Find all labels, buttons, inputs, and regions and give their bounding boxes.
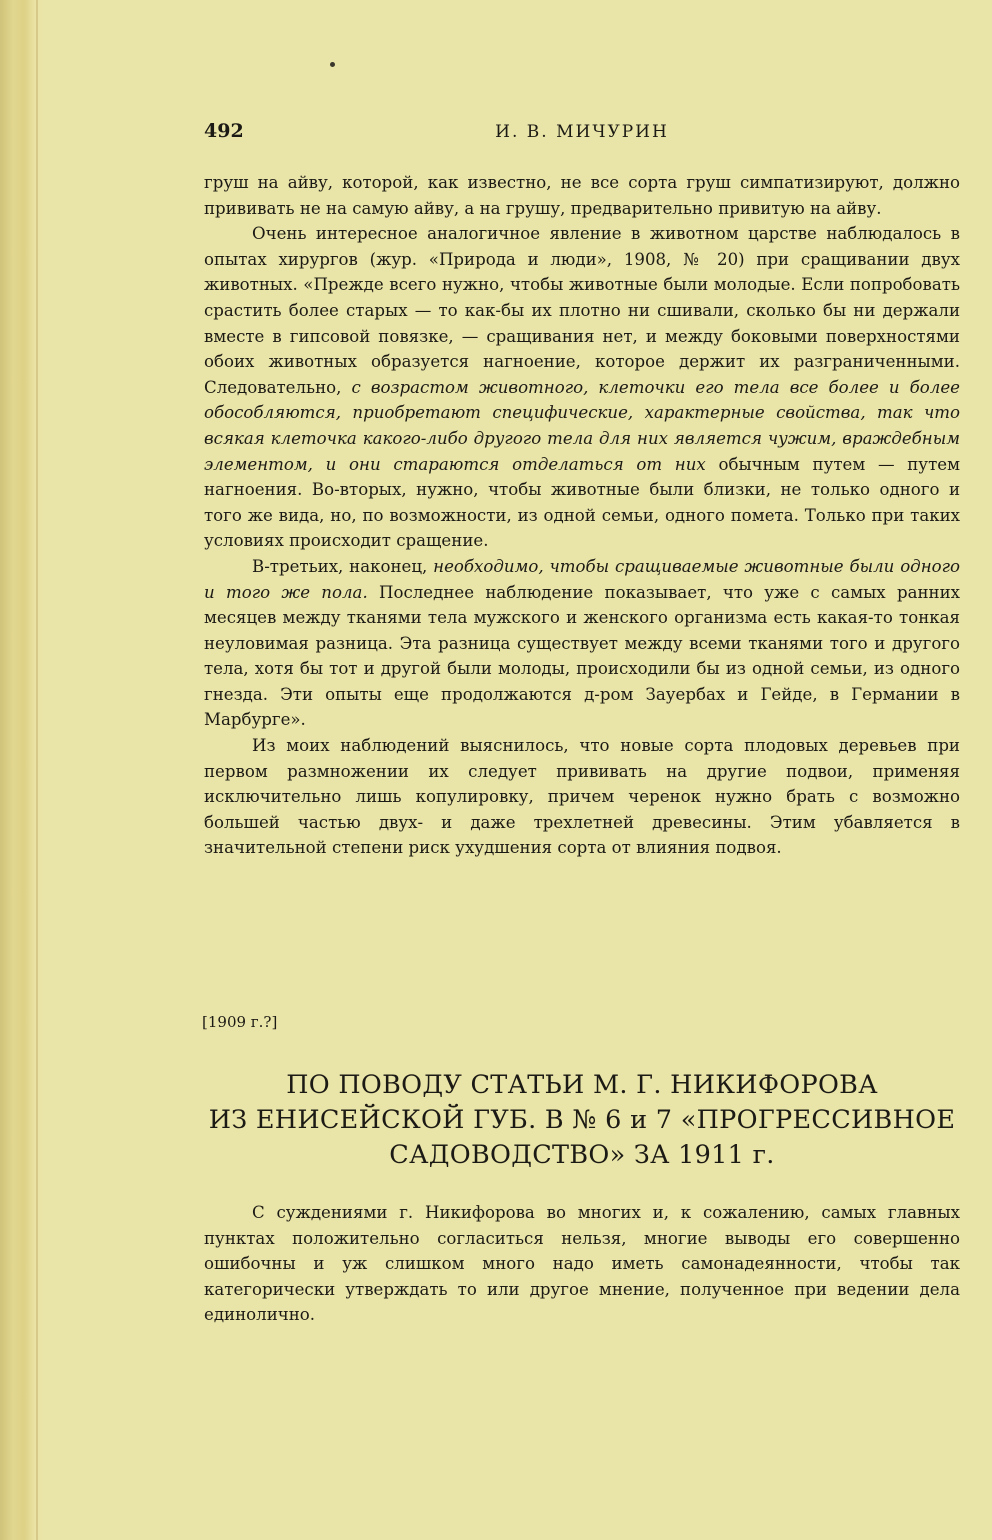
paragraph-text: Последнее наблюдение показывает, что уже с самых ранних месяцев между тканями тела мужского и женского организма есть какая-то тонкая неуловимая разница. Эта разница существует между всеми тканями того и другого тела, хотя бы тот и другой были молоды, происходили бы из одной семьи, из одного гнезда. Эти опыты еще продолжаются д-ром Зауербах и Гейде, в Германии в Марбурге». [204,582,960,730]
article-title-line: ИЗ ЕНИСЕЙСКОЙ ГУБ. В № 6 и 7 «ПРОГРЕССИВНОЕ [208,1105,956,1135]
body-text [204,170,960,861]
paragraph-text: Очень интересное аналогичное явление в животном царстве наблюдалось в опытах хирургов (жур. «Природа и люди», 1908, № 20) при сращивании двух животных. «Прежде всего нужно, чтобы животные были молодые. Если попробовать срастить более старых — то как-бы их плотно ни сшивали, сколько бы ни держали вместе в гипсовой повязке, — сращивания нет, и между боковыми поверхностями обоих животных образуется нагноение, которое держит их разграниченными. Следовательно, [204,224,960,397]
running-head: И. В. МИЧУРИН [495,122,669,142]
article-title-line: САДОВОДСТВО» ЗА 1911 г. [389,1140,775,1170]
page-number: 492 [204,120,244,142]
paragraph-text: В-третьих, наконец, [252,556,434,576]
paragraph-third-condition [204,554,960,733]
page-header [204,120,960,150]
article-title-line: ПО ПОВОДУ СТАТЬИ М. Г. НИКИФОРОВА [286,1070,878,1100]
date-note: [1909 г.?] [202,1013,278,1031]
article-paragraph: С суждениями г. Никифорова во многих и, к сожалению, самых главных пунктах положительно согласиться нельзя, многие выводы его совершенно ошибочны и уж слишком много надо иметь самонадеянности, чтобы так категорически утверждать то или другое мнение, полученное при ведении дела единолично. [204,1203,960,1325]
emphasized-text: необходимо, чтобы сращиваемые животные были одного и того же пола. [204,556,960,602]
article-title [204,1068,960,1173]
paragraph-text: обычным путем — путем нагноения. Во-вторых, нужно, чтобы животные были близки, не только одного и того же вида, но, по возможности, из одной семьи, одного помета. Только при таких условиях происходит сращение. [204,454,960,551]
paragraph-continuation: груш на айву, которой, как известно, не все сорта груш симпатизируют, должно прививать не на самую айву, а на грушу, предварительно привитую на айву. [204,173,960,218]
print-speck [330,62,335,67]
paragraph-surgeons-experiments [204,221,960,554]
page-edge [0,0,44,1540]
paragraph-observations: Из моих наблюдений выяснилось, что новые сорта плодовых деревьев при первом размножении их следует прививать на другие подвои, применяя исключительно лишь копулировку, причем черенок нужно брать с возможно большей частью двух- и даже трехлетней древесины. Этим убавляется в значительной степени риск ухудшения сорта от влияния подвоя. [204,736,960,858]
article-body [204,1200,960,1328]
emphasized-text: с возрастом животного, клеточки его тела все более и более обособляются, приобретают специфические, характерные свойства, так что всякая клеточка какого-либо другого тела для них является чужим, враждебным элементом, и они стараются отделаться от них [204,377,960,474]
